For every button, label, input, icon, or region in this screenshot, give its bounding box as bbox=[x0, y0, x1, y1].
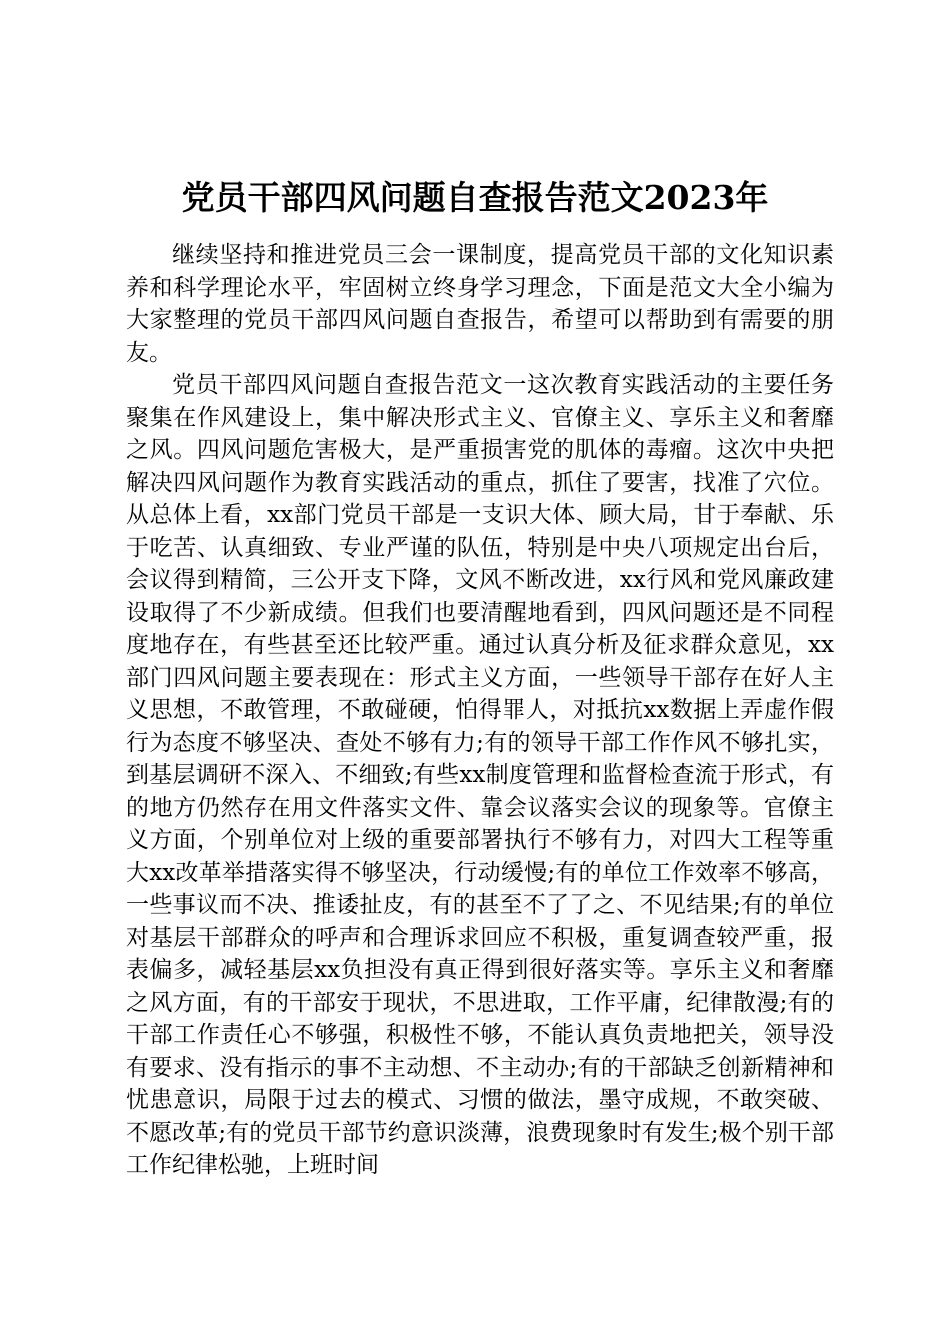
body-paragraph: 党员干部四风问题自查报告范文一这次教育实践活动的主要任务聚集在作风建设上，集中解决形式主义、官僚主义、享乐主义和奢靡之风。四风问题危害极大，是严重损害党的肌体的毒瘤。这次中央把解决四风问题作为教育实践活动的重点，抓住了要害，找准了穴位。从总体上看，xx部门党员干部是一支识大体、顾大局，甘于奉献、乐于吃苦、认真细致、专业严谨的队伍，特别是中央八项规定出台后，会议得到精简，三公开支下降，文风不断改进，xx行风和党风廉政建设取得了不少新成绩。但我们也要清醒地看到，四风问题还是不同程度地存在，有些甚至还比较严重。通过认真分析及征求群众意见，xx部门四风问题主要表现在：形式主义方面，一些领导干部存在好人主义思想，不敢管理，不敢碰硬，怕得罪人，对抵抗xx数据上弄虚作假行为态度不够坚决、查处不够有力;有的领导干部工作作风不够扎实，到基层调研不深入、不细致;有些xx制度管理和监督检查流于形式，有的地方仍然存在用文件落实文件、靠会议落实会议的现象等。官僚主义方面，个别单位对上级的重要部署执行不够有力，对四大工程等重大xx改革举措落实得不够坚决，行动缓慢;有的单位工作效率不够高，一些事议而不决、推诿扯皮，有的甚至不了了之、不见结果;有的单位对基层干部群众的呼声和合理诉求回应不积极，重复调查较严重，报表偏多，减轻基层xx负担没有真正得到很好落实等。享乐主义和奢靡之风方面，有的干部安于现状，不思进取，工作平庸，纪律散漫;有的干部工作责任心不够强，积极性不够，不能认真负责地把关，领导没有要求、没有指示的事不主动想、不主动办;有的干部缺乏创新精神和忧患意识，局限于过去的模式、习惯的做法，墨守成规，不敢突破、不愿改革;有的党员干部节约意识淡薄，浪费现象时有发生;极个别干部工作纪律松驰，上班时间 bbox=[126, 372, 834, 1178]
document-body bbox=[126, 239, 834, 1182]
document-title: 党员干部四风问题自查报告范文2023年 bbox=[181, 178, 769, 217]
intro-paragraph: 继续坚持和推进党员三会一课制度，提高党员干部的文化知识素养和科学理论水平，牢固树立终身学习理念，下面是范文大全小编为大家整理的党员干部四风问题自查报告，希望可以帮助到有需要的朋友。 bbox=[126, 242, 834, 366]
